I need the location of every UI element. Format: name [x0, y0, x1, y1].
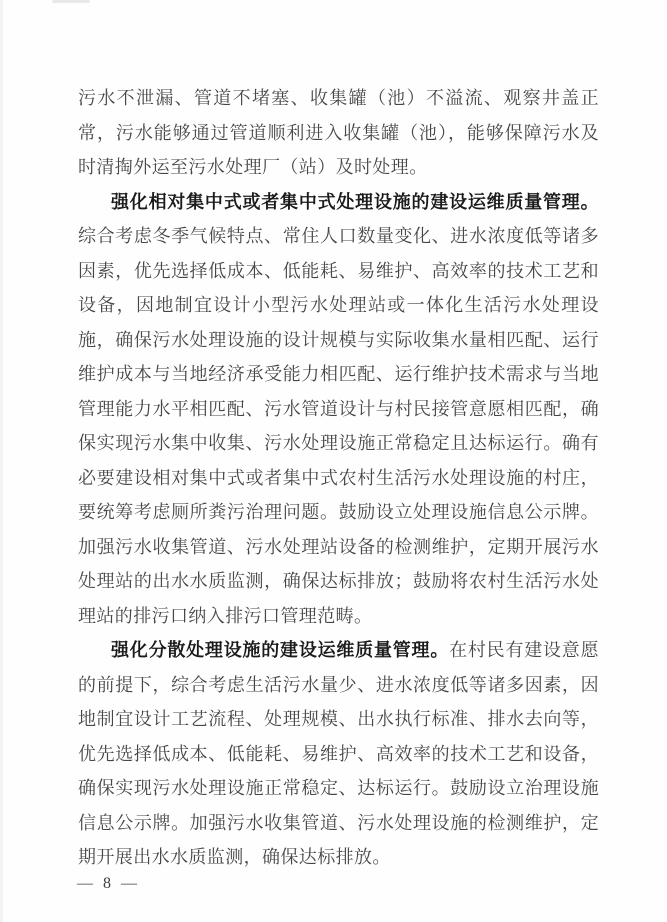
paragraph-decentralized-facilities	[78, 633, 599, 875]
paragraph-text: 综合考虑冬季气候特点、常住人口数量变化、进水浓度低等诸多因素，优先选择低成本、低能耗、易维护、高效率的技术工艺和设备，因地制宜设计小型污水处理站或一体化生活污水处理设施，确保污水处理设施的设计规模与实际收集水量相匹配、运行维护成本与当地经济承受能力相匹配、运行维护技术需求与当地管理能力水平相匹配、污水管道设计与村民接管意愿相匹配，确保实现污水集中收集、污水处理设施正常稳定且达标运行。确有必要建设相对集中式或者集中式农村生活污水处理设施的村庄，要统筹考虑厕所粪污治理问题。鼓励设立处理设施信息公示牌。加强污水收集管道、污水处理站设备的检测维护，定期开展污水处理站的出水水质监测，确保达标排放；鼓励将农村生活污水处理站的排污口纳入排污口管理范畴。	[78, 226, 599, 626]
scan-edge-artifact	[0, 0, 3, 922]
document-body	[78, 81, 599, 875]
page-number: — 8 —	[77, 875, 140, 892]
paragraph-centralized-facilities	[78, 185, 599, 634]
paragraph-text: 污水不泄漏、管道不堵塞、收集罐（池）不溢流、观察井盖正常，污水能够通过管道顺利进入收集罐（池），能够保障污水及时清掏外运至污水处理厂（站）及时处理。	[78, 88, 599, 177]
paragraph-continuation	[78, 81, 599, 185]
paragraph-bold-heading: 强化分散处理设施的建设运维质量管理。	[111, 640, 450, 660]
paragraph-bold-heading: 强化相对集中式或者集中式处理设施的建设运维质量管理。	[111, 191, 599, 212]
scan-smudge-artifact	[52, 0, 90, 3]
paragraph-text: 在村民有建设意愿的前提下，综合考虑生活污水量少、进水浓度低等诸多因素，因地制宜设计工艺流程、处理规模、出水执行标准、排水去向等，优先选择低成本、低能耗、易维护、高效率的技术工艺和设备，确保实现污水处理设施正常稳定、达标运行。鼓励设立治理设施信息公示牌。加强污水收集管道、污水处理设施的检测维护，定期开展出水水质监测，确保达标排放。	[78, 640, 599, 867]
